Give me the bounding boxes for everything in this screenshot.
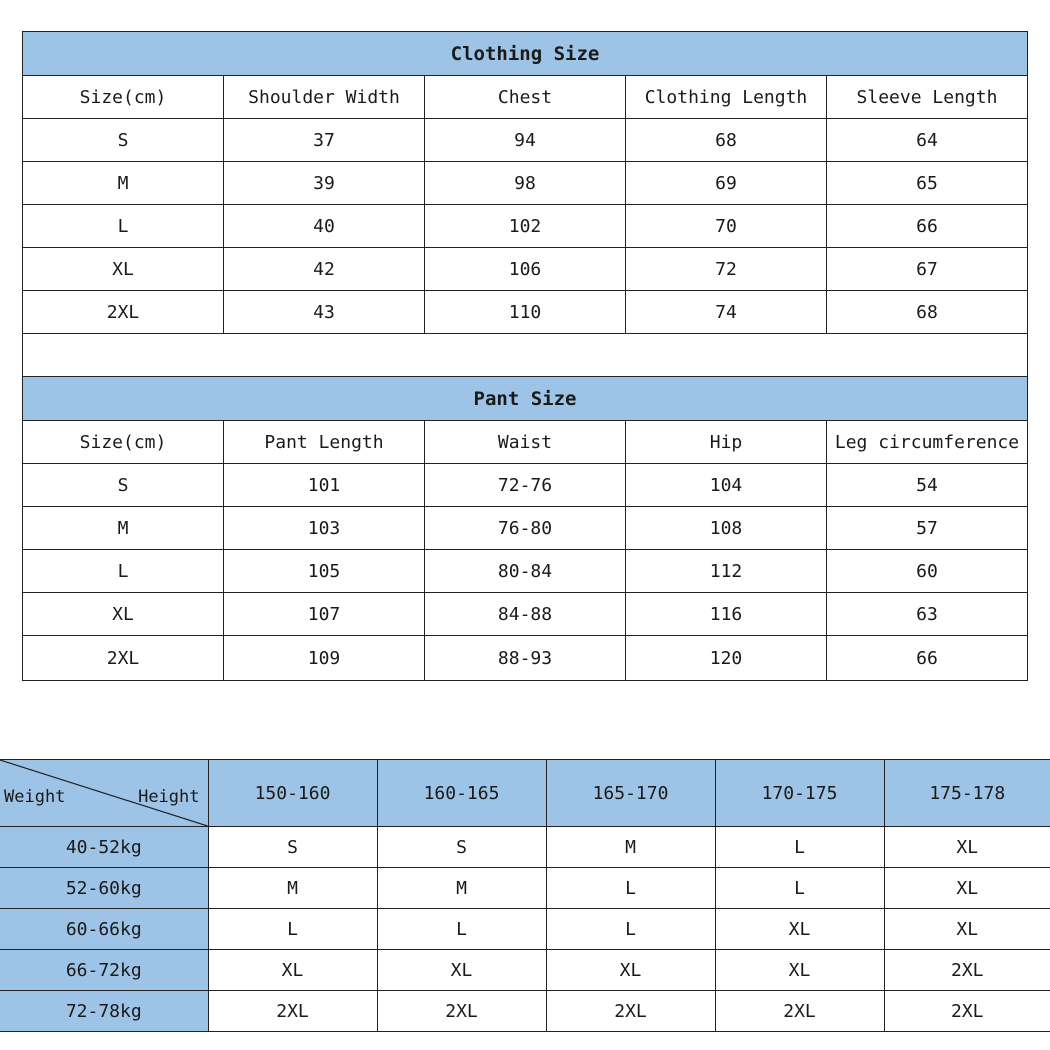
column-header: Size(cm) <box>23 76 224 119</box>
table-cell: 76-80 <box>425 507 626 550</box>
table-cell: 2XL <box>884 950 1050 991</box>
table-cell: S <box>377 827 546 868</box>
table-cell: 2XL <box>715 991 884 1032</box>
column-header: Waist <box>425 421 626 464</box>
weight-label: 40-52kg <box>0 827 208 868</box>
weight-label: 72-78kg <box>0 991 208 1032</box>
table-cell: 116 <box>626 593 827 636</box>
column-header: Sleeve Length <box>827 76 1028 119</box>
table-cell: S <box>23 464 224 507</box>
table-cell: 68 <box>827 291 1028 334</box>
table-cell: 110 <box>425 291 626 334</box>
table-cell: XL <box>546 950 715 991</box>
table-cell: 40 <box>224 205 425 248</box>
table-row <box>0 991 1050 1032</box>
table-cell: 104 <box>626 464 827 507</box>
height-weight-fit-table <box>0 759 1050 1032</box>
table-cell: 74 <box>626 291 827 334</box>
weight-label: 66-72kg <box>0 950 208 991</box>
table-row <box>23 119 1028 162</box>
table-cell: L <box>546 909 715 950</box>
table-cell: XL <box>208 950 377 991</box>
height-header: 150-160 <box>208 760 377 827</box>
table-cell: 107 <box>224 593 425 636</box>
table-row <box>23 205 1028 248</box>
weight-label: 52-60kg <box>0 868 208 909</box>
table-cell: XL <box>884 868 1050 909</box>
table-cell: M <box>23 162 224 205</box>
table-row <box>23 464 1028 507</box>
height-header: 160-165 <box>377 760 546 827</box>
table-cell: S <box>23 119 224 162</box>
table-cell: 2XL <box>23 636 224 681</box>
table-cell: 68 <box>626 119 827 162</box>
table-row <box>23 550 1028 593</box>
spacer-row <box>23 334 1028 377</box>
table-cell: 69 <box>626 162 827 205</box>
table-cell: 112 <box>626 550 827 593</box>
table-cell: 66 <box>827 205 1028 248</box>
pant-header-row <box>23 421 1028 464</box>
table-row <box>23 593 1028 636</box>
table-cell: 60 <box>827 550 1028 593</box>
table-row <box>0 827 1050 868</box>
column-header: Leg circumference <box>827 421 1028 464</box>
column-header: Size(cm) <box>23 421 224 464</box>
spacer-cell <box>23 334 1028 377</box>
table-row <box>23 291 1028 334</box>
table-cell: S <box>208 827 377 868</box>
table-cell: 72-76 <box>425 464 626 507</box>
table-cell: 106 <box>425 248 626 291</box>
table-cell: XL <box>23 593 224 636</box>
table-cell: 120 <box>626 636 827 681</box>
pant-size-title: Pant Size <box>23 377 1028 421</box>
weight-axis-label: Weight <box>4 787 66 807</box>
table-cell: 103 <box>224 507 425 550</box>
table-cell: 2XL <box>23 291 224 334</box>
table-cell: 63 <box>827 593 1028 636</box>
table-cell: 37 <box>224 119 425 162</box>
table-cell: 42 <box>224 248 425 291</box>
table-cell: XL <box>23 248 224 291</box>
table-cell: 98 <box>425 162 626 205</box>
table-cell: 88-93 <box>425 636 626 681</box>
height-header: 175-178 <box>884 760 1050 827</box>
table-row <box>23 248 1028 291</box>
table-cell: 72 <box>626 248 827 291</box>
column-header: Hip <box>626 421 827 464</box>
table-cell: 67 <box>827 248 1028 291</box>
table-cell: 64 <box>827 119 1028 162</box>
clothing-header-row <box>23 76 1028 119</box>
table-row <box>23 162 1028 205</box>
table-cell: 109 <box>224 636 425 681</box>
height-axis-label: Height <box>138 787 200 807</box>
table-cell: 2XL <box>884 991 1050 1032</box>
pant-title-row <box>23 377 1028 421</box>
table-cell: 102 <box>425 205 626 248</box>
table-cell: XL <box>715 950 884 991</box>
size-chart-table <box>22 31 1028 681</box>
table-cell: L <box>377 909 546 950</box>
table-cell: M <box>23 507 224 550</box>
table-cell: M <box>377 868 546 909</box>
table-cell: L <box>208 909 377 950</box>
table-cell: 43 <box>224 291 425 334</box>
height-header: 170-175 <box>715 760 884 827</box>
column-header: Pant Length <box>224 421 425 464</box>
weight-label: 60-66kg <box>0 909 208 950</box>
table-cell: L <box>546 868 715 909</box>
column-header: Clothing Length <box>626 76 827 119</box>
table-cell: 2XL <box>208 991 377 1032</box>
table-cell: 105 <box>224 550 425 593</box>
table-cell: M <box>208 868 377 909</box>
height-header: 165-170 <box>546 760 715 827</box>
column-header: Chest <box>425 76 626 119</box>
table-cell: 70 <box>626 205 827 248</box>
weight-height-corner <box>0 760 208 827</box>
table-cell: M <box>546 827 715 868</box>
table-row <box>23 507 1028 550</box>
table-row <box>23 636 1028 681</box>
clothing-title-row <box>23 32 1028 76</box>
table-cell: XL <box>884 827 1050 868</box>
table-cell: 94 <box>425 119 626 162</box>
table-cell: 101 <box>224 464 425 507</box>
table-cell: 65 <box>827 162 1028 205</box>
table-cell: 2XL <box>377 991 546 1032</box>
table-row <box>0 909 1050 950</box>
table-cell: XL <box>377 950 546 991</box>
table-cell: L <box>23 205 224 248</box>
table-cell: 2XL <box>546 991 715 1032</box>
table-cell: XL <box>884 909 1050 950</box>
table-cell: 39 <box>224 162 425 205</box>
fit-header-row <box>0 760 1050 827</box>
table-cell: 108 <box>626 507 827 550</box>
column-header: Shoulder Width <box>224 76 425 119</box>
table-cell: 66 <box>827 636 1028 681</box>
table-cell: 80-84 <box>425 550 626 593</box>
table-row <box>0 868 1050 909</box>
table-cell: L <box>715 827 884 868</box>
table-cell: L <box>715 868 884 909</box>
table-row <box>0 950 1050 991</box>
clothing-size-title: Clothing Size <box>23 32 1028 76</box>
table-cell: 84-88 <box>425 593 626 636</box>
table-cell: L <box>23 550 224 593</box>
table-cell: 57 <box>827 507 1028 550</box>
table-cell: 54 <box>827 464 1028 507</box>
table-cell: XL <box>715 909 884 950</box>
